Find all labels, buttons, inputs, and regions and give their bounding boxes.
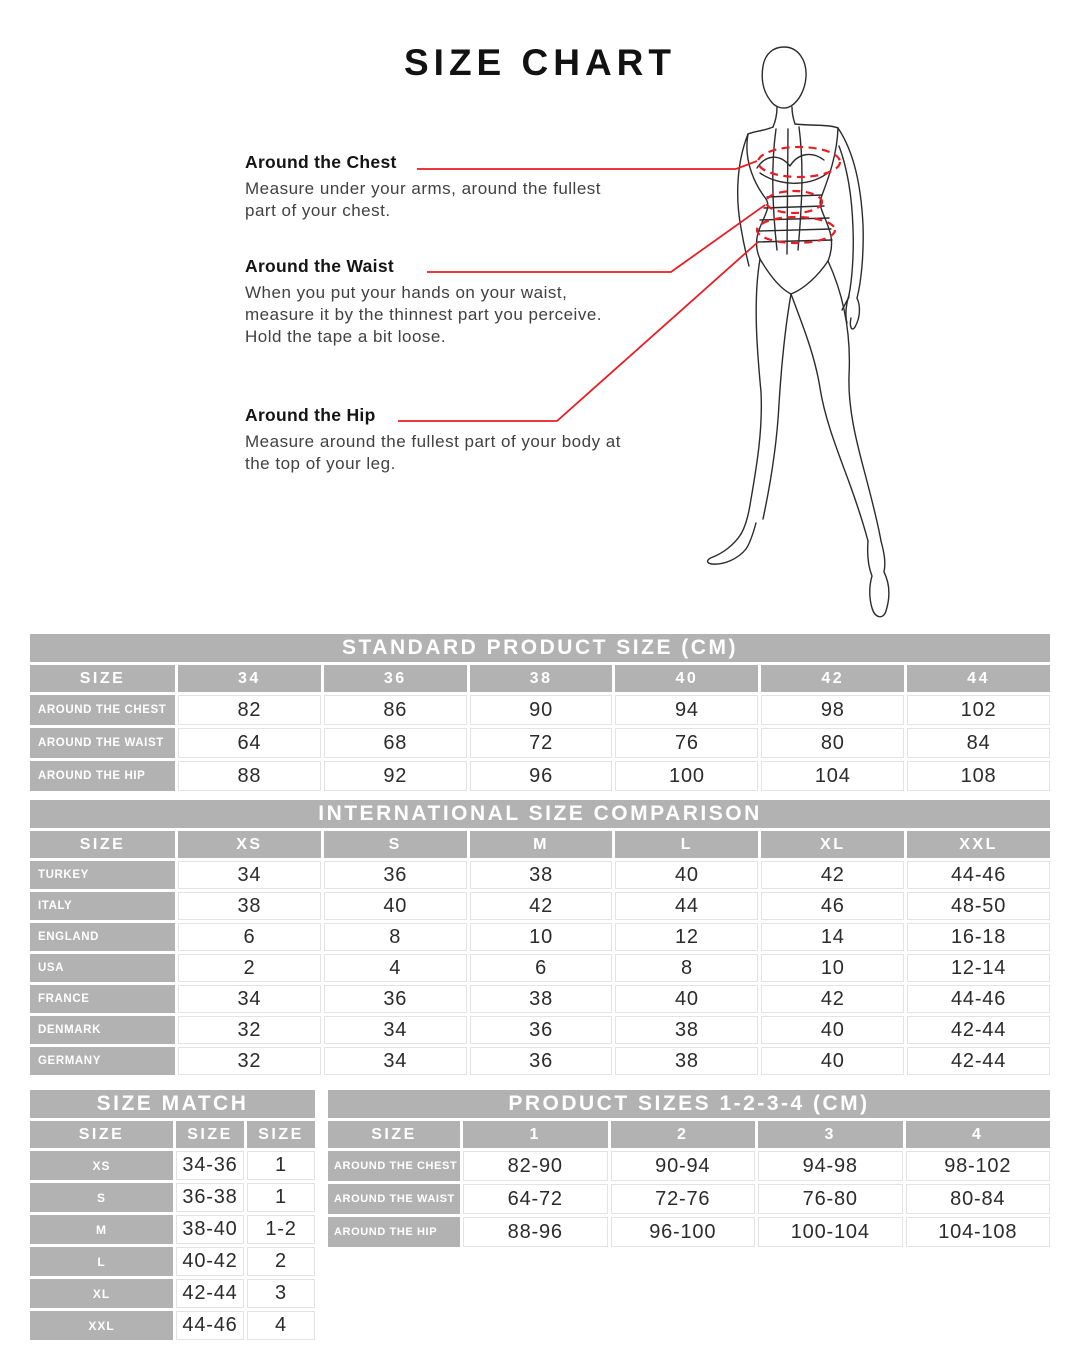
data-cell: 6: [470, 954, 613, 982]
row-label: TURKEY: [30, 861, 175, 889]
data-cell: 8: [615, 954, 758, 982]
data-cell: 40: [615, 861, 758, 889]
column-header: 3: [758, 1121, 903, 1148]
chest-guide-description: Measure under your arms, around the fullest part of your chest.: [245, 179, 602, 220]
data-cell: 42: [470, 892, 613, 920]
row-label: AROUND THE HIP: [328, 1217, 460, 1247]
row-label: AROUND THE CHEST: [328, 1151, 460, 1181]
data-cell: 34: [324, 1016, 467, 1044]
croquis-line-art: [708, 47, 889, 617]
data-cell: 40: [761, 1016, 904, 1044]
data-cell: 40: [615, 985, 758, 1013]
data-cell: 32: [178, 1047, 321, 1075]
column-header: 4: [906, 1121, 1051, 1148]
data-cell: 36: [470, 1016, 613, 1044]
row-label: L: [30, 1247, 173, 1276]
row-label: M: [30, 1215, 173, 1244]
waist-guide-description: When you put your hands on your waist, measure it by the thinnest part you perceive. Hold the tape a bit loose.: [245, 283, 603, 346]
data-cell: 38: [470, 985, 613, 1013]
data-cell: 1: [247, 1183, 315, 1212]
data-cell: 92: [324, 761, 467, 791]
column-header: 36: [324, 665, 467, 692]
data-cell: 90: [470, 695, 613, 725]
data-cell: 38: [178, 892, 321, 920]
row-label: FRANCE: [30, 985, 175, 1013]
waist-measure-guide: [245, 256, 627, 348]
data-cell: 100: [615, 761, 758, 791]
data-cell: 12: [615, 923, 758, 951]
data-cell: 94-98: [758, 1151, 903, 1181]
column-header: 1: [463, 1121, 608, 1148]
row-label: XXL: [30, 1311, 173, 1340]
data-cell: 104-108: [906, 1217, 1051, 1247]
data-cell: 38: [615, 1047, 758, 1075]
waist-guide-heading: Around the Waist: [245, 256, 395, 276]
data-cell: 2: [247, 1247, 315, 1276]
data-cell: 32: [178, 1016, 321, 1044]
data-cell: 86: [324, 695, 467, 725]
data-cell: 34: [178, 861, 321, 889]
data-cell: 94: [615, 695, 758, 725]
data-cell: 88: [178, 761, 321, 791]
standard-product-size-table: [30, 634, 1050, 791]
data-cell: 82-90: [463, 1151, 608, 1181]
data-cell: 4: [324, 954, 467, 982]
data-cell: 42: [761, 861, 904, 889]
table-title: SIZE MATCH: [30, 1090, 315, 1118]
column-header: SIZE: [247, 1121, 315, 1148]
data-cell: 36: [324, 985, 467, 1013]
data-cell: 42: [761, 985, 904, 1013]
data-cell: 98-102: [906, 1151, 1051, 1181]
international-size-comparison-table: [30, 800, 1050, 1075]
data-cell: 80: [761, 728, 904, 758]
data-cell: 82: [178, 695, 321, 725]
data-cell: 14: [761, 923, 904, 951]
data-cell: 16-18: [907, 923, 1050, 951]
data-cell: 40: [324, 892, 467, 920]
row-label: XL: [30, 1279, 173, 1308]
data-cell: 34-36: [176, 1151, 244, 1180]
row-label: AROUND THE WAIST: [328, 1184, 460, 1214]
column-header: L: [615, 831, 758, 858]
chest-measure-ring: [758, 147, 840, 177]
page-title: SIZE CHART: [404, 42, 676, 83]
data-cell: 44: [615, 892, 758, 920]
column-header: 34: [178, 665, 321, 692]
data-cell: 84: [907, 728, 1050, 758]
data-cell: 36: [470, 1047, 613, 1075]
row-label: ENGLAND: [30, 923, 175, 951]
data-cell: 4: [247, 1311, 315, 1340]
row-label: XS: [30, 1151, 173, 1180]
data-cell: 42-44: [907, 1016, 1050, 1044]
data-cell: 72: [470, 728, 613, 758]
data-cell: 34: [324, 1047, 467, 1075]
column-header: 42: [761, 665, 904, 692]
data-cell: 1-2: [247, 1215, 315, 1244]
table-title: PRODUCT SIZES 1-2-3-4 (CM): [328, 1090, 1050, 1118]
chest-measure-guide: [245, 152, 627, 222]
data-cell: 34: [178, 985, 321, 1013]
data-cell: 42-44: [176, 1279, 244, 1308]
column-header: XS: [178, 831, 321, 858]
product-sizes-1-2-3-4-table: [328, 1090, 1050, 1247]
data-cell: 36: [324, 861, 467, 889]
data-cell: 38-40: [176, 1215, 244, 1244]
data-cell: 48-50: [907, 892, 1050, 920]
data-cell: 64: [178, 728, 321, 758]
waist-measure-ring: [766, 191, 822, 213]
data-cell: 104: [761, 761, 904, 791]
data-cell: 12-14: [907, 954, 1050, 982]
data-cell: 40-42: [176, 1247, 244, 1276]
row-label: AROUND THE WAIST: [30, 728, 175, 758]
size-match-table: [30, 1090, 315, 1340]
data-cell: 68: [324, 728, 467, 758]
data-cell: 10: [761, 954, 904, 982]
column-header: SIZE: [30, 1121, 173, 1148]
data-cell: 44-46: [907, 861, 1050, 889]
column-header: 2: [611, 1121, 756, 1148]
data-cell: 80-84: [906, 1184, 1051, 1214]
data-cell: 2: [178, 954, 321, 982]
data-cell: 96-100: [611, 1217, 756, 1247]
column-header: XL: [761, 831, 904, 858]
row-label: AROUND THE CHEST: [30, 695, 175, 725]
table-title: INTERNATIONAL SIZE COMPARISON: [30, 800, 1050, 828]
data-cell: 76: [615, 728, 758, 758]
data-cell: 3: [247, 1279, 315, 1308]
column-header: XXL: [907, 831, 1050, 858]
data-cell: 8: [324, 923, 467, 951]
chest-guide-heading: Around the Chest: [245, 152, 397, 172]
hip-guide-heading: Around the Hip: [245, 405, 376, 425]
row-label: USA: [30, 954, 175, 982]
column-header: S: [324, 831, 467, 858]
table-title: STANDARD PRODUCT SIZE (CM): [30, 634, 1050, 662]
data-cell: 44-46: [907, 985, 1050, 1013]
data-cell: 102: [907, 695, 1050, 725]
data-cell: 38: [470, 861, 613, 889]
row-label: GERMANY: [30, 1047, 175, 1075]
column-header: SIZE: [30, 665, 175, 692]
data-cell: 46: [761, 892, 904, 920]
data-cell: 40: [761, 1047, 904, 1075]
row-label: ITALY: [30, 892, 175, 920]
data-cell: 96: [470, 761, 613, 791]
row-label: S: [30, 1183, 173, 1212]
data-cell: 100-104: [758, 1217, 903, 1247]
data-cell: 90-94: [611, 1151, 756, 1181]
data-cell: 64-72: [463, 1184, 608, 1214]
column-header: SIZE: [30, 831, 175, 858]
column-header: M: [470, 831, 613, 858]
data-cell: 10: [470, 923, 613, 951]
column-header: SIZE: [176, 1121, 244, 1148]
data-cell: 88-96: [463, 1217, 608, 1247]
data-cell: 42-44: [907, 1047, 1050, 1075]
column-header: SIZE: [328, 1121, 460, 1148]
column-header: 44: [907, 665, 1050, 692]
data-cell: 72-76: [611, 1184, 756, 1214]
column-header: 38: [470, 665, 613, 692]
data-cell: 108: [907, 761, 1050, 791]
data-cell: 36-38: [176, 1183, 244, 1212]
hip-measure-guide: [245, 405, 627, 475]
data-cell: 76-80: [758, 1184, 903, 1214]
column-header: 40: [615, 665, 758, 692]
row-label: AROUND THE HIP: [30, 761, 175, 791]
data-cell: 98: [761, 695, 904, 725]
data-cell: 44-46: [176, 1311, 244, 1340]
row-label: DENMARK: [30, 1016, 175, 1044]
data-cell: 1: [247, 1151, 315, 1180]
data-cell: 6: [178, 923, 321, 951]
data-cell: 38: [615, 1016, 758, 1044]
hip-guide-description: Measure around the fullest part of your body at the top of your leg.: [245, 432, 621, 473]
